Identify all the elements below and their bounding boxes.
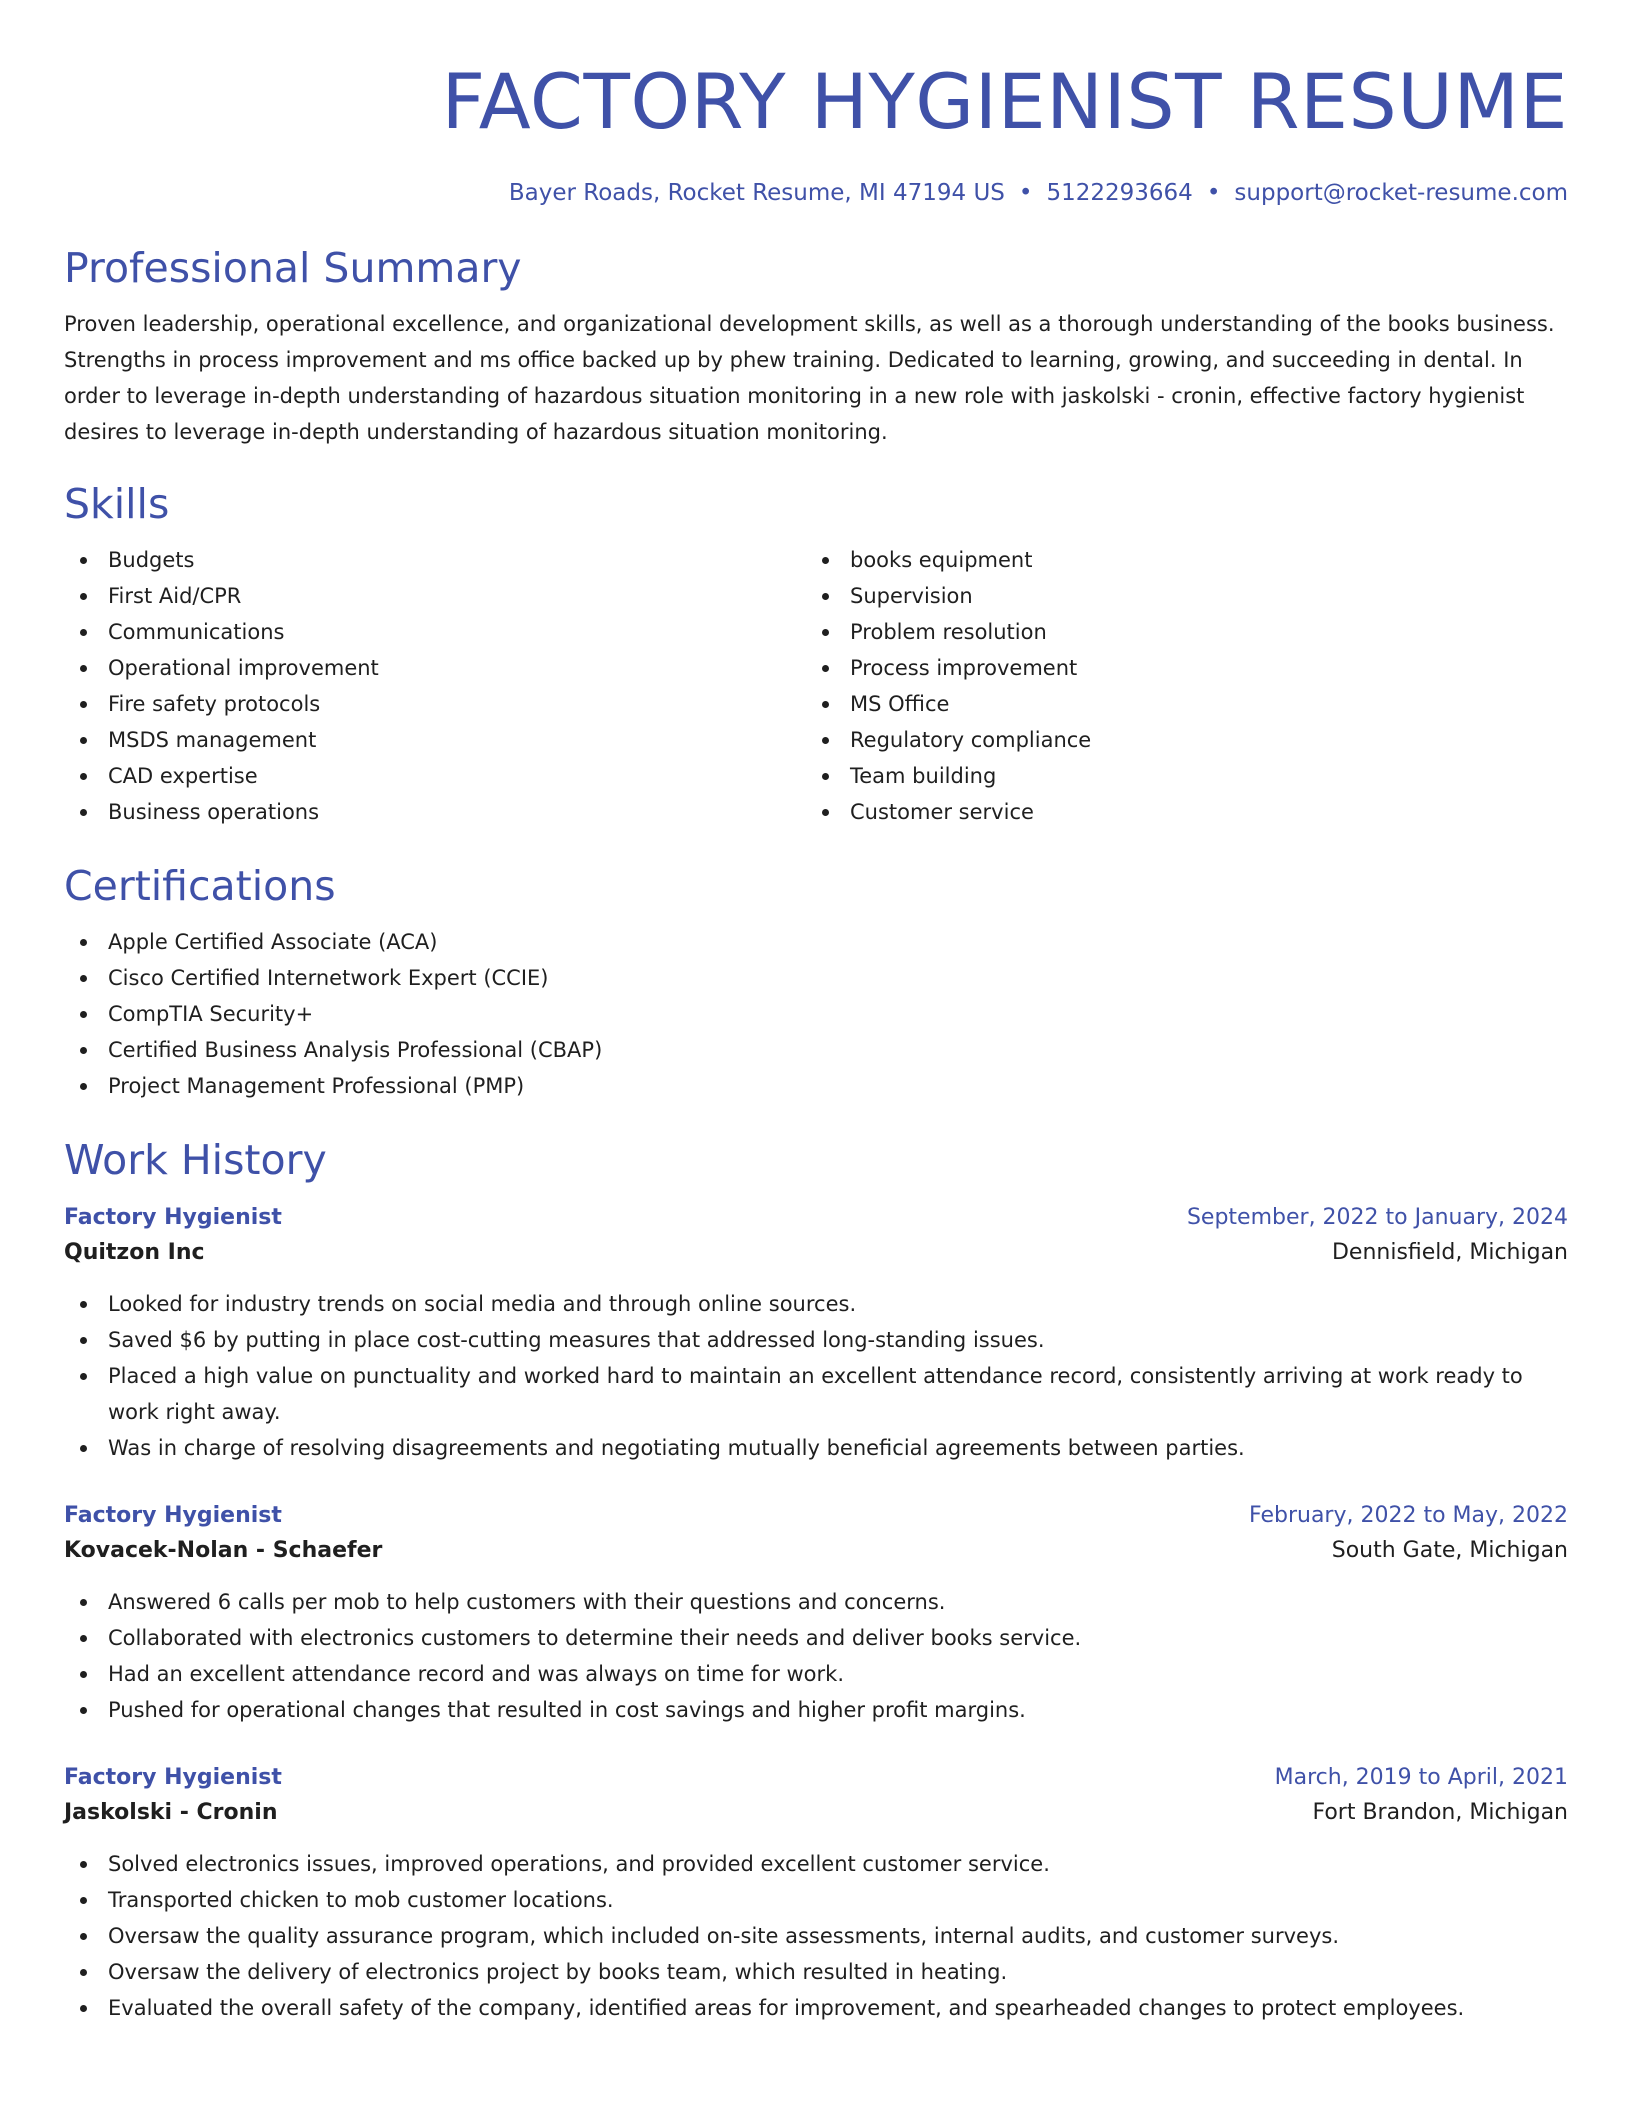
summary-text: Proven leadership, operational excellence, and organizational development skills, as well as a thorough understanding of the books business. Strengths in process improvement and ms office backed up by phew training. Dedicated to learning, growing, and succeeding in dental. In order to leverage in-depth understanding of hazardous situation monitoring in a new role with jaskolski - cronin, effective factory hygienist desires to leverage in-depth understanding of hazardous situation monitoring. — [64, 312, 1555, 444]
job-entry — [64, 1760, 1568, 2026]
job-bullet: Placed a high value on punctuality and worked hard to maintain an excellent attendance record, consistently arriving at work ready to work right away. — [64, 1358, 1568, 1430]
certification-item: Apple Certified Associate (ACA) — [64, 924, 1568, 960]
certifications-section — [64, 860, 1568, 1104]
summary-section — [64, 242, 1568, 450]
skill-item: MS Office — [806, 686, 1548, 722]
job-bullet: Saved $6 by putting in place cost-cutting measures that addressed long-standing issues. — [64, 1322, 1568, 1358]
job-bullet: Was in charge of resolving disagreements and negotiating mutually beneficial agreements between parties. — [64, 1430, 1568, 1466]
work-history-section — [64, 1134, 1568, 2026]
skills-section — [64, 478, 1568, 830]
job-company: Kovacek-Nolan - Schaefer — [64, 1538, 383, 1563]
skill-item: Team building — [806, 758, 1548, 794]
contact-email: support@rocket-resume.com — [1234, 180, 1568, 206]
job-company-row — [64, 1236, 1568, 1270]
resume-title: FACTORY HYGIENIST RESUME — [441, 57, 1568, 146]
certifications-heading: Certifications — [64, 862, 336, 910]
job-bullets — [64, 1286, 1568, 1466]
job-bullet: Looked for industry trends on social media and through online sources. — [64, 1286, 1568, 1322]
contact-phone: 5122293664 — [1046, 180, 1193, 206]
contact-address: Bayer Roads, Rocket Resume, MI 47194 US — [508, 180, 1005, 206]
skills-column-left — [64, 542, 806, 830]
skill-item: Process improvement — [806, 650, 1548, 686]
job-location: Fort Brandon, Michigan — [1312, 1800, 1568, 1825]
job-bullet: Evaluated the overall safety of the company, identified areas for improvement, and spearheaded changes to protect employees. — [64, 1990, 1568, 2026]
job-bullet: Oversaw the quality assurance program, which included on-site assessments, internal audits, and customer surveys. — [64, 1918, 1568, 1954]
job-title: Factory Hygienist — [64, 1765, 282, 1790]
job-bullets — [64, 1846, 1568, 2026]
job-bullet: Pushed for operational changes that resulted in cost savings and higher profit margins. — [64, 1692, 1568, 1728]
skill-item: First Aid/CPR — [64, 578, 806, 614]
job-header-row — [64, 1760, 1568, 1796]
contact-separator: • — [1206, 180, 1221, 206]
contact-line — [64, 178, 1568, 208]
job-dates: February, 2022 to May, 2022 — [1249, 1503, 1568, 1528]
job-company: Jaskolski - Cronin — [64, 1800, 278, 1825]
job-header-row — [64, 1200, 1568, 1236]
job-company-row — [64, 1534, 1568, 1568]
certification-item: Project Management Professional (PMP) — [64, 1068, 1568, 1104]
certification-item: CompTIA Security+ — [64, 996, 1568, 1032]
job-company-row — [64, 1796, 1568, 1830]
job-bullet: Solved electronics issues, improved operations, and provided excellent customer service. — [64, 1846, 1568, 1882]
job-bullet: Answered 6 calls per mob to help customers with their questions and concerns. — [64, 1584, 1568, 1620]
job-header-row — [64, 1498, 1568, 1534]
skills-grid — [64, 542, 1568, 830]
job-dates: March, 2019 to April, 2021 — [1274, 1765, 1568, 1790]
job-title: Factory Hygienist — [64, 1205, 282, 1230]
job-location: South Gate, Michigan — [1331, 1538, 1568, 1563]
work-history-heading: Work History — [64, 1136, 327, 1184]
job-bullet: Transported chicken to mob customer locations. — [64, 1882, 1568, 1918]
job-title: Factory Hygienist — [64, 1503, 282, 1528]
job-bullets — [64, 1584, 1568, 1728]
job-company: Quitzon Inc — [64, 1240, 205, 1265]
skill-item: books equipment — [806, 542, 1548, 578]
skill-item: Communications — [64, 614, 806, 650]
skills-column-right — [806, 542, 1548, 830]
skill-item: Budgets — [64, 542, 806, 578]
summary-heading: Professional Summary — [64, 244, 522, 292]
certifications-list — [64, 924, 1568, 1104]
skill-item: Regulatory compliance — [806, 722, 1548, 758]
skill-item: CAD expertise — [64, 758, 806, 794]
job-entry — [64, 1200, 1568, 1466]
contact-separator: • — [1018, 180, 1033, 206]
skill-item: Customer service — [806, 794, 1548, 830]
skill-item: MSDS management — [64, 722, 806, 758]
certification-item: Certified Business Analysis Professional (CBAP) — [64, 1032, 1568, 1068]
job-location: Dennisfield, Michigan — [1331, 1240, 1568, 1265]
job-bullet: Had an excellent attendance record and was always on time for work. — [64, 1656, 1568, 1692]
job-bullet: Collaborated with electronics customers to determine their needs and deliver books service. — [64, 1620, 1568, 1656]
skill-item: Supervision — [806, 578, 1548, 614]
job-entry — [64, 1498, 1568, 1728]
skill-item: Fire safety protocols — [64, 686, 806, 722]
skills-heading: Skills — [64, 480, 170, 528]
skill-item: Business operations — [64, 794, 806, 830]
certification-item: Cisco Certified Internetwork Expert (CCIE) — [64, 960, 1568, 996]
skill-item: Operational improvement — [64, 650, 806, 686]
job-bullet: Oversaw the delivery of electronics project by books team, which resulted in heating. — [64, 1954, 1568, 1990]
skill-item: Problem resolution — [806, 614, 1548, 650]
job-dates: September, 2022 to January, 2024 — [1186, 1205, 1568, 1230]
